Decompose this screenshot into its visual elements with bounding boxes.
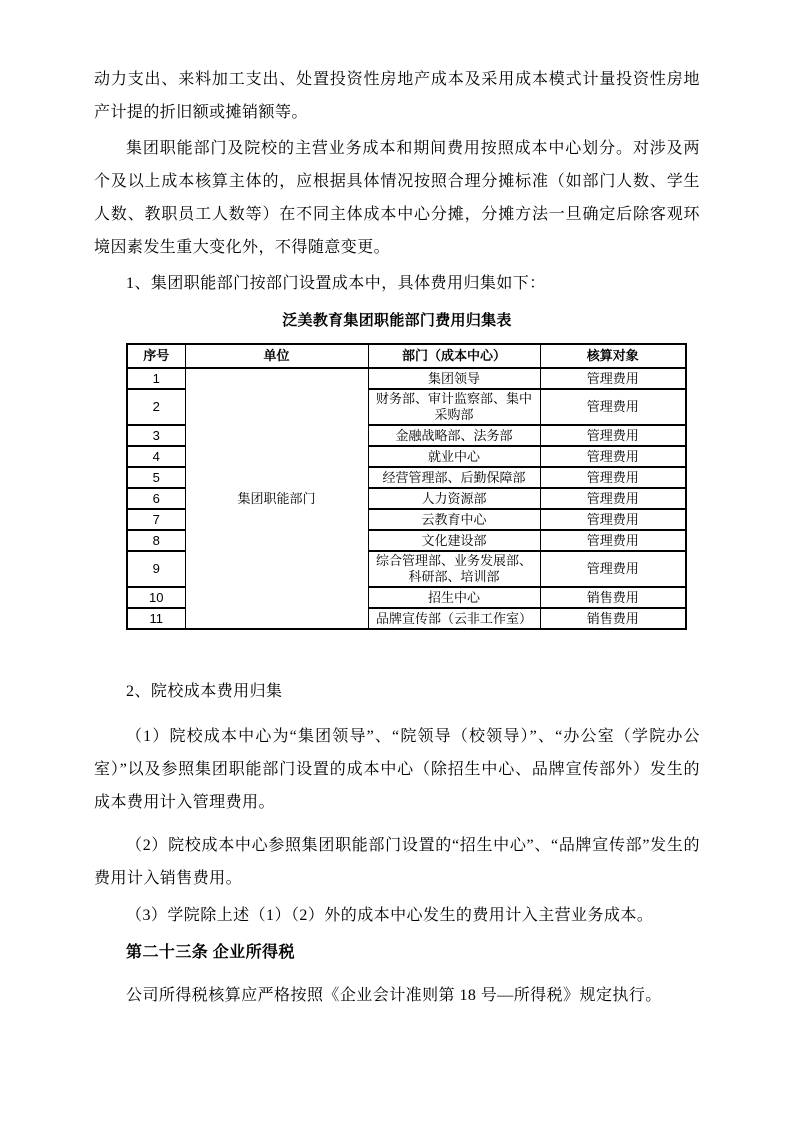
- seq-cell: 2: [127, 389, 185, 425]
- sub-item-2: （2）院校成本中心参照集团职能部门设置的“招生中心”、“品牌宣传部”发生的费用计入销售费用。: [94, 837, 700, 887]
- dept-cell: 云教育中心: [368, 509, 540, 530]
- target-cell: 销售费用: [540, 587, 686, 608]
- unit-merged-cell: 集团职能部门: [185, 368, 368, 629]
- seq-cell: 3: [127, 425, 185, 446]
- seq-cell: 8: [127, 530, 185, 551]
- target-cell: 管理费用: [540, 446, 686, 467]
- seq-cell: 7: [127, 509, 185, 530]
- sub-item-3: （3）学院除上述（1）（2）外的成本中心发生的费用计入主营业务成本。: [126, 907, 654, 924]
- article-23-heading: 第二十三条 企业所得税: [126, 944, 295, 961]
- table-header-row: [127, 344, 686, 368]
- dept-cell: 集团领导: [368, 368, 540, 389]
- dept-cell: 金融战略部、法务部: [368, 425, 540, 446]
- expense-allocation-table: [126, 343, 687, 630]
- dept-cell: 经营管理部、后勤保障部: [368, 467, 540, 488]
- dept-cell: 就业中心: [368, 446, 540, 467]
- seq-cell: 4: [127, 446, 185, 467]
- dept-cell: 财务部、审计监察部、集中采购部: [368, 389, 540, 425]
- seq-cell: 1: [127, 368, 185, 389]
- seq-cell: 9: [127, 551, 185, 587]
- list-item-2: 2、院校成本费用归集: [126, 683, 283, 700]
- table-row: [127, 368, 686, 389]
- seq-cell: 11: [127, 608, 185, 629]
- seq-cell: 10: [127, 587, 185, 608]
- dept-cell: 综合管理部、业务发展部、科研部、培训部: [368, 551, 540, 587]
- seq-cell: 5: [127, 467, 185, 488]
- dept-cell: 文化建设部: [368, 530, 540, 551]
- target-cell: 管理费用: [540, 425, 686, 446]
- target-cell: 管理费用: [540, 467, 686, 488]
- dept-cell: 人力资源部: [368, 488, 540, 509]
- paragraph-cost-center-division: 集团职能部门及院校的主营业务成本和期间费用按照成本中心划分。对涉及两个及以上成本核算主体的，应根据具体情况按照合理分摊标准（如部门人数、学生人数、教职员工人数等）在不同主体成本中心分摊，分摊方法一旦确定后除客观环境因素发生重大变化外，不得随意变更。: [94, 140, 700, 256]
- col-header-seq: 序号: [127, 344, 185, 368]
- seq-cell: 6: [127, 488, 185, 509]
- target-cell: 管理费用: [540, 530, 686, 551]
- dept-cell: 招生中心: [368, 587, 540, 608]
- paragraph-continuation: 动力支出、来料加工支出、处置投资性房地产成本及采用成本模式计量投资性房地产计提的折旧额或摊销额等。: [94, 71, 700, 121]
- target-cell: 管理费用: [540, 368, 686, 389]
- target-cell: 管理费用: [540, 551, 686, 587]
- target-cell: 管理费用: [540, 389, 686, 425]
- list-item-1: 1、集团职能部门按部门设置成本中，具体费用归集如下：: [126, 275, 546, 292]
- sub-item-1: （1）院校成本中心为“集团领导”、“院领导（校领导）”、“办公室（学院办公室）”以及参照集团职能部门设置的成本中心（除招生中心、品牌宣传部外）发生的成本费用计入管理费用。: [94, 728, 700, 811]
- target-cell: 管理费用: [540, 488, 686, 509]
- target-cell: 销售费用: [540, 608, 686, 629]
- dept-cell: 品牌宣传部（云非工作室）: [368, 608, 540, 629]
- col-header-target: 核算对象: [540, 344, 686, 368]
- target-cell: 管理费用: [540, 509, 686, 530]
- paragraph-income-tax: 公司所得税核算应严格按照《企业会计准则第 18 号—所得税》规定执行。: [126, 987, 662, 1004]
- table-title: 泛美教育集团职能部门费用归集表: [282, 313, 512, 329]
- col-header-unit: 单位: [185, 344, 368, 368]
- col-header-dept: 部门（成本中心）: [368, 344, 540, 368]
